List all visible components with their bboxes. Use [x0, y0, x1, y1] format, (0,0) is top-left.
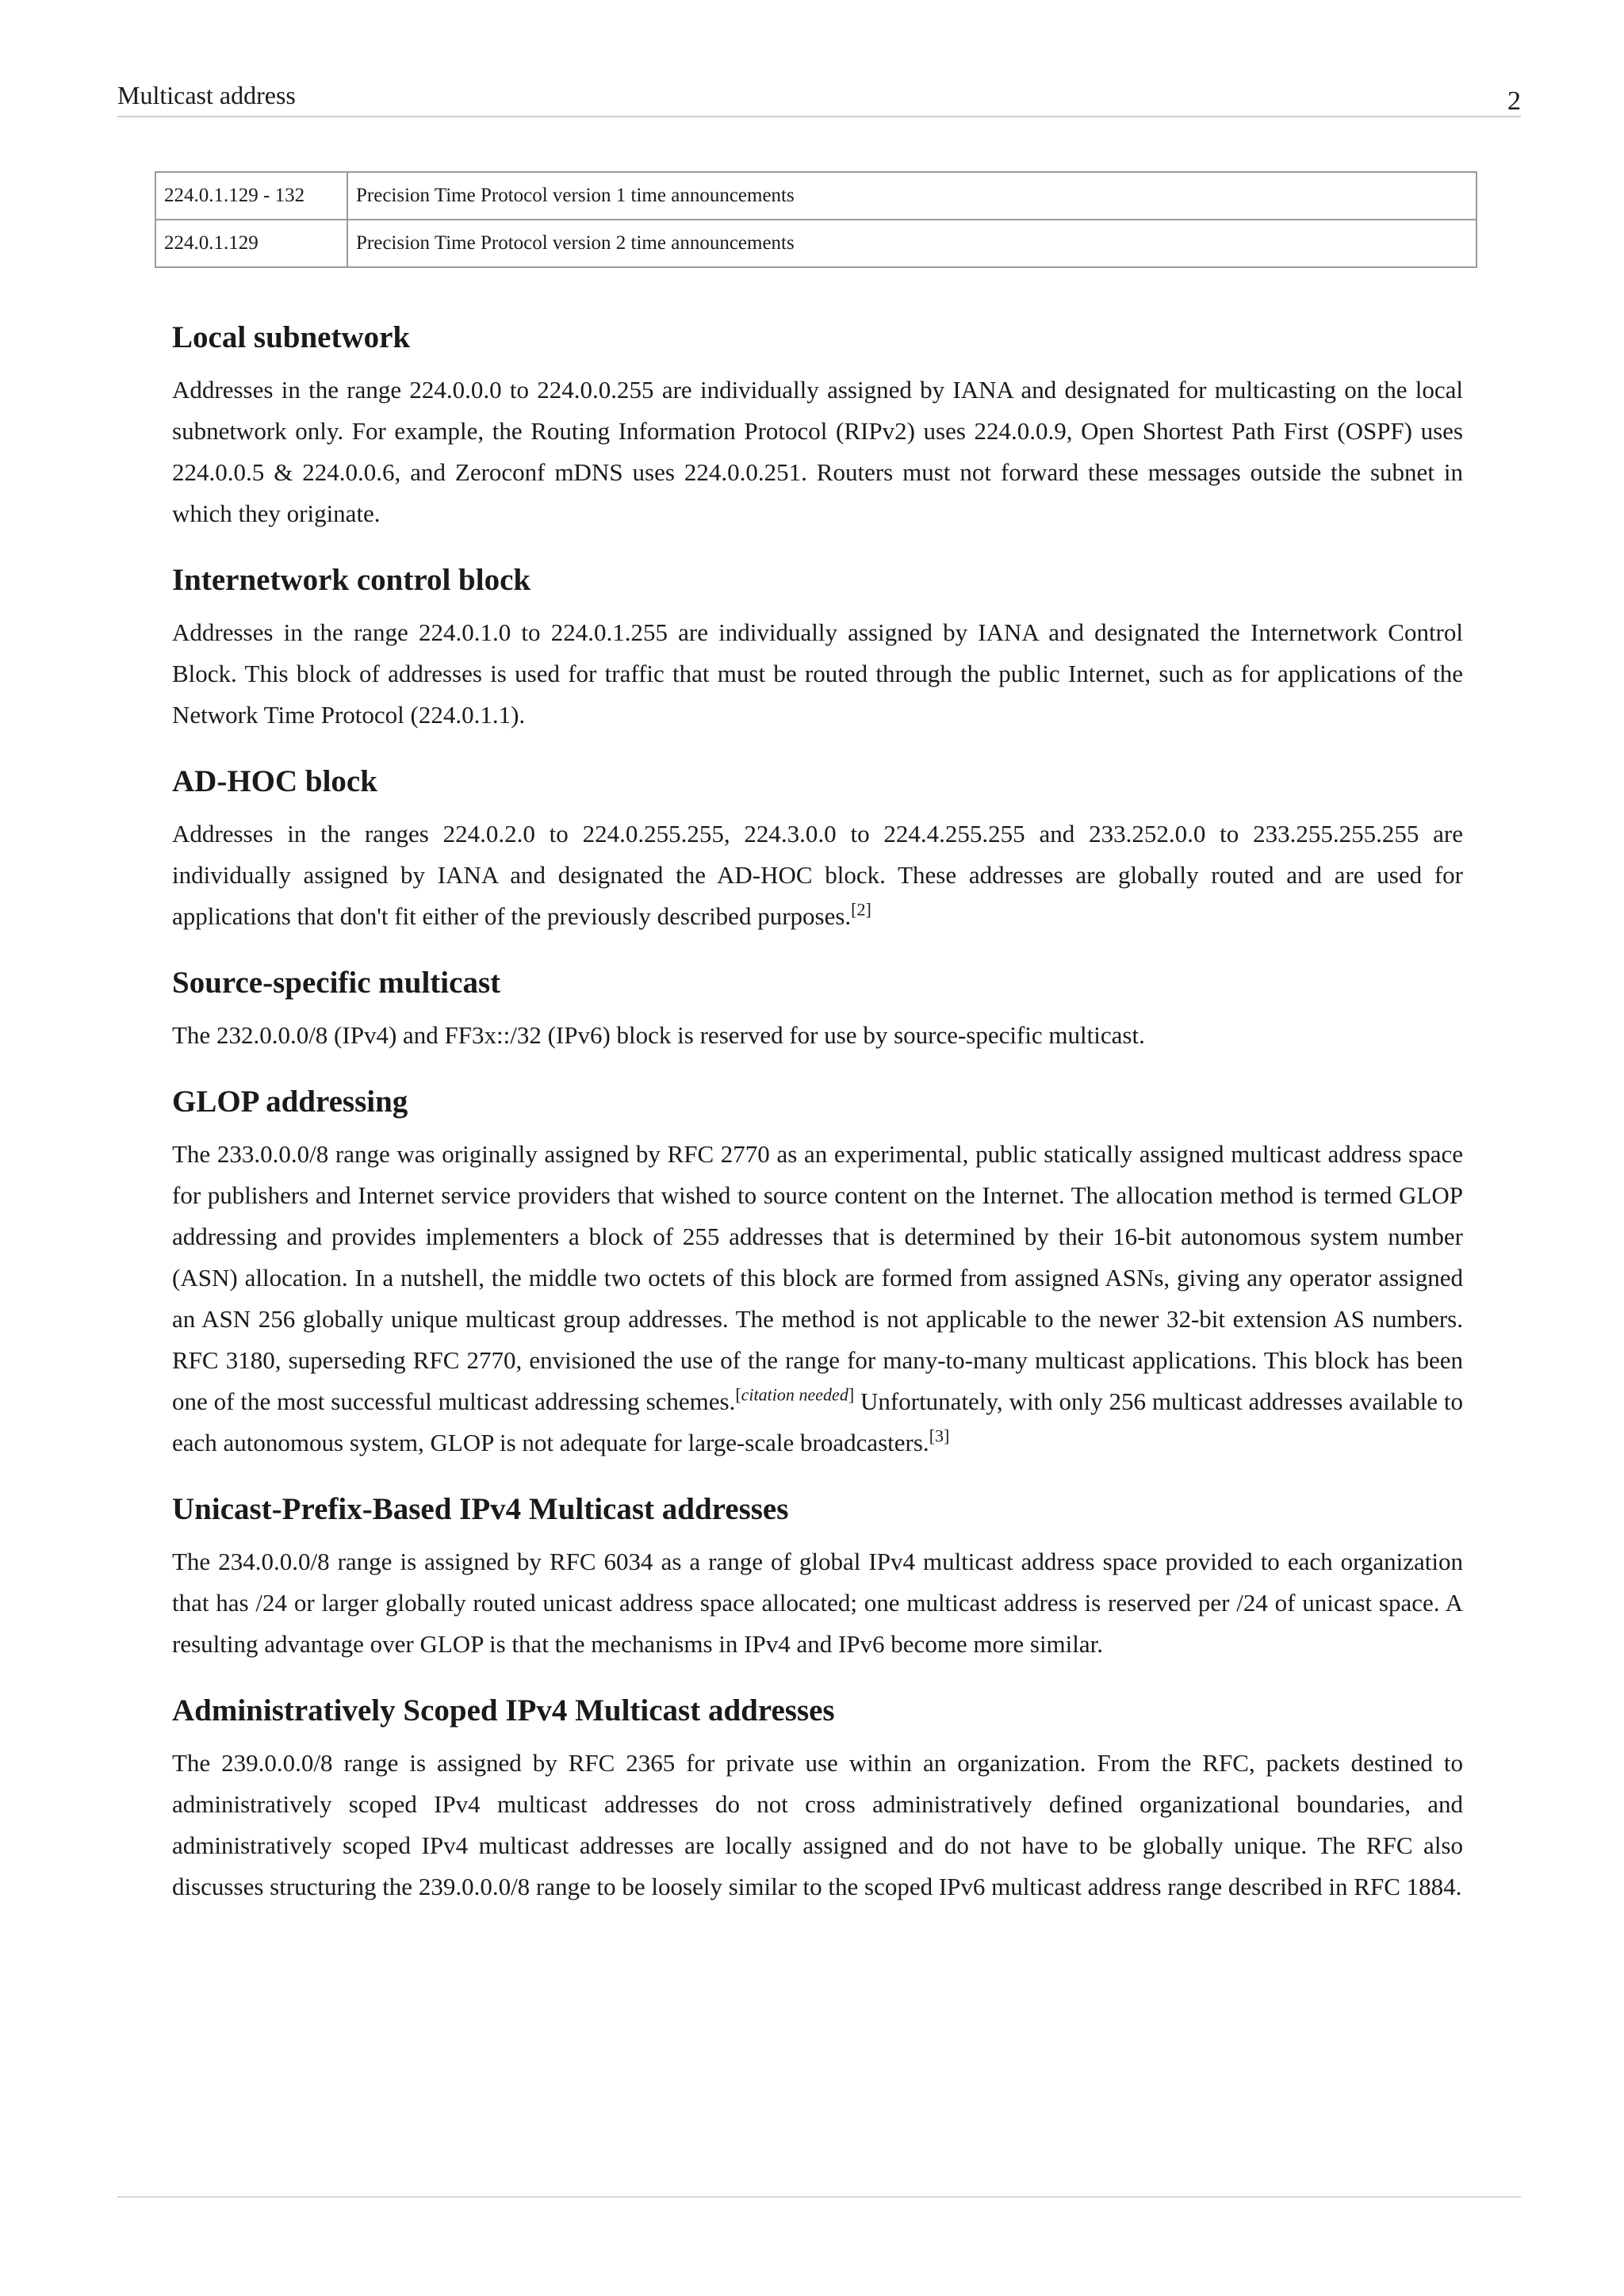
- citation-needed-text: citation needed: [741, 1384, 848, 1405]
- table-row: [155, 172, 1477, 220]
- section-paragraph: The 239.0.0.0/8 range is assigned by RFC 2365 for private use within an organization. From the RFC, packets destined to administratively scoped IPv4 multicast addresses do not cross administratively defined organizational boundaries, and administratively scoped IPv4 multicast addresses are locally assigned and do not have to be globally unique. The RFC also discusses structuring the 239.0.0.0/8 range to be loosely similar to the scoped IPv6 multicast address range described in RFC 1884.: [172, 1749, 1463, 1900]
- section-heading: Internetwork control block: [172, 563, 531, 597]
- reference-link[interactable]: [3]: [929, 1425, 950, 1446]
- article-body: [172, 317, 1463, 1933]
- section-paragraph: Addresses in the range 224.0.1.0 to 224.0.1.255 are individually assigned by IANA and designated the Internetwork Control Block. This block of addresses is used for traffic that must be routed through the public Internet, such as for applications of the Network Time Protocol (224.0.1.1).: [172, 618, 1463, 729]
- citation-bracket-open: [: [735, 1384, 741, 1405]
- table-cell-description: Precision Time Protocol version 2 time announcements: [347, 220, 1477, 267]
- section-paragraph: The 234.0.0.0/8 range is assigned by RFC 6034 as a range of global IPv4 multicast address space provided to each organization that has /24 or larger globally routed unicast address space allocated; one multicast address is reserved per /24 of unicast space. A resulting advantage over GLOP is that the mechanisms in IPv4 and IPv6 become more similar.: [172, 1548, 1463, 1658]
- section-heading: GLOP addressing: [172, 1085, 408, 1119]
- footer-rule: [117, 2196, 1521, 2198]
- section-unicast-prefix-based: [172, 1489, 1463, 1665]
- section-heading: Unicast-Prefix-Based IPv4 Multicast addresses: [172, 1492, 789, 1526]
- table-cell-address: 224.0.1.129 - 132: [155, 172, 347, 220]
- section-heading: AD-HOC block: [172, 764, 377, 798]
- paragraph-text: Addresses in the ranges 224.0.2.0 to 224.0.255.255, 224.3.0.0 to 224.4.255.255 and 233.252.0.0 to 233.255.255.255 are individually assigned by IANA and designated the AD-HOC block. These addresses are globally routed and are used for applications that don't fit either of the previously described purposes.: [172, 820, 1463, 930]
- page-number: 2: [1507, 86, 1521, 116]
- ptp-address-table: [155, 171, 1477, 268]
- section-glop-addressing: [172, 1081, 1463, 1464]
- table-row: [155, 220, 1477, 267]
- section-administratively-scoped: [172, 1690, 1463, 1908]
- header-title: Multicast address: [117, 81, 296, 109]
- paragraph-text: The 233.0.0.0/8 range was originally assigned by RFC 2770 as an experimental, public statically assigned multicast address space for publishers and Internet service providers that wished to source content on the Internet. The allocation method is termed GLOP addressing and provides implementers a block of 255 addresses that is determined by their 16-bit autonomous system number (ASN) allocation. In a nutshell, the middle two octets of this block are formed from assigned ASNs, giving any operator assigned an ASN 256 globally unique multicast group addresses. The method is not applicable to the newer 32-bit extension AS numbers. RFC 3180, superseding RFC 2770, envisioned the use of the range for many-to-many multicast applications. This block has been one of the most successful multicast addressing schemes.: [172, 1140, 1463, 1415]
- citation-needed-note[interactable]: [735, 1385, 854, 1405]
- section-paragraph: The 232.0.0.0/8 (IPv4) and FF3x::/32 (IPv6) block is reserved for use by source-specific multicast.: [172, 1021, 1145, 1049]
- section-ad-hoc-block: [172, 761, 1463, 937]
- citation-bracket-close: ]: [848, 1384, 855, 1405]
- reference-link[interactable]: [2]: [851, 899, 871, 920]
- section-heading: Source-specific multicast: [172, 966, 501, 1000]
- page-header: [117, 78, 1521, 117]
- table-cell-description: Precision Time Protocol version 1 time announcements: [347, 172, 1477, 220]
- section-paragraph: Addresses in the range 224.0.0.0 to 224.0.0.255 are individually assigned by IANA and designated for multicasting on the local subnetwork only. For example, the Routing Information Protocol (RIPv2) uses 224.0.0.9, Open Shortest Path First (OSPF) uses 224.0.0.5 & 224.0.0.6, and Zeroconf mDNS uses 224.0.0.251. Routers must not forward these messages outside the subnet in which they originate.: [172, 376, 1463, 527]
- section-heading: Administratively Scoped IPv4 Multicast addresses: [172, 1693, 835, 1728]
- section-paragraph: [172, 1134, 1463, 1464]
- table-cell-address: 224.0.1.129: [155, 220, 347, 267]
- section-heading: Local subnetwork: [172, 320, 411, 354]
- section-paragraph: [172, 813, 1463, 937]
- section-source-specific-multicast: [172, 962, 1463, 1056]
- section-local-subnetwork: [172, 317, 1463, 534]
- section-internetwork-control-block: [172, 560, 1463, 736]
- paragraph-text: Unfortunately, with only 256 multicast addresses available to each autonomous system, GLOP is not adequate for large-scale broadcasters.: [172, 1387, 1464, 1456]
